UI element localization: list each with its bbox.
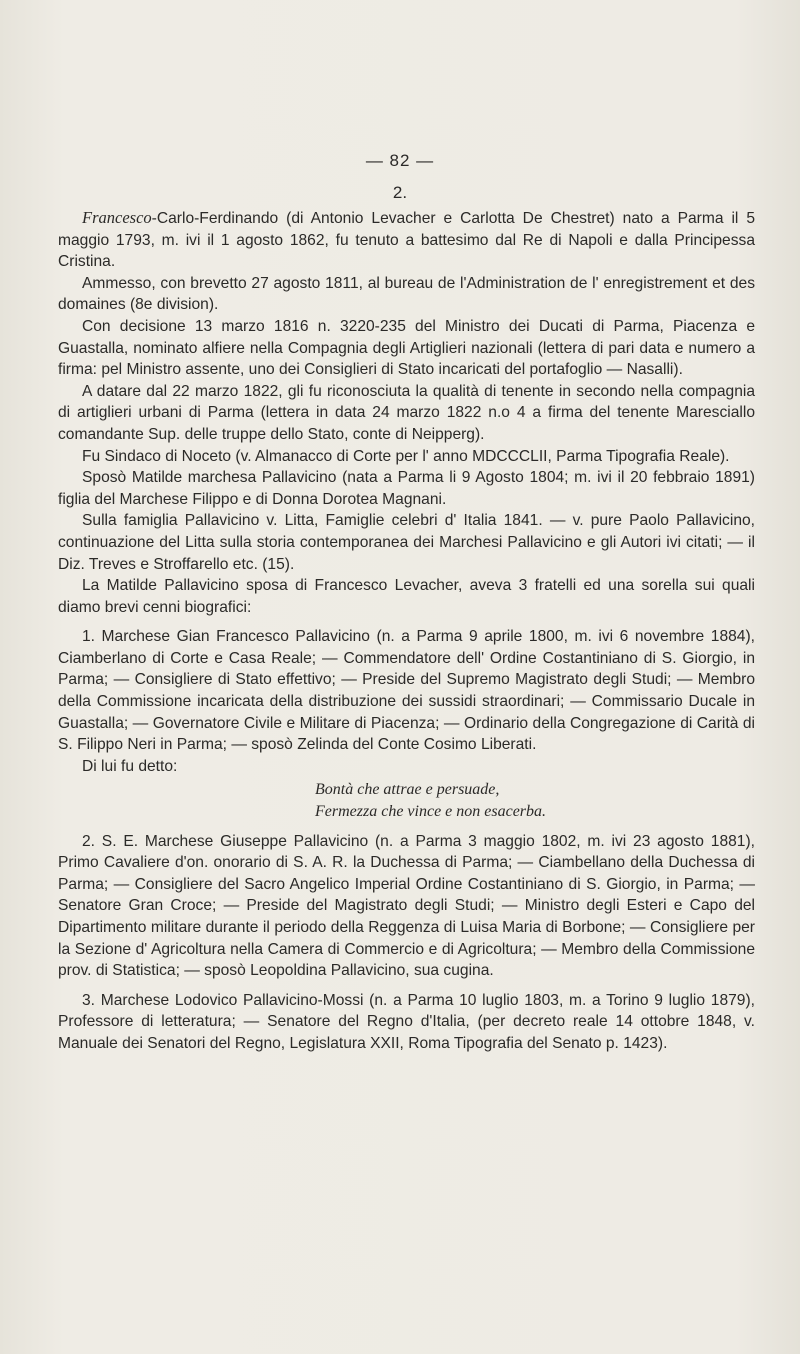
- verse-line: Fermezza che vince e non esacerba.: [315, 803, 547, 821]
- paragraph-decisione: Con decisione 13 marzo 1816 n. 3220-235 del Ministro dei Ducati di Parma, Piacenza e Guastalla, nominato alfiere nella Compagnia degli Artiglieri nazionali (lettera di pari data e numero a firma: pel Ministro assente, uno dei Consiglieri di Stato incaricati del portafoglio — Nasalli).: [58, 317, 755, 379]
- document-body: [58, 207, 755, 1055]
- paragraph-gian-francesco: 1. Marchese Gian Francesco Pallavicino (n. a Parma 9 aprile 1800, m. ivi 6 novembre 1884), Ciamberlano di Corte e Casa Reale; — Commendatore dell' Ordine Costantiniano di S. Giorgio, in Parma; — Consigliere di Stato effettivo; — Preside del Supremo Magistrato degli Studi; — Membro della Commissione incaricata della distribuzione dei sussidi straordinari; — Commissario Ducale in Guastalla; — Governatore Civile e Militare di Piacenza; — Ordinario della Congregazione di Carità di S. Filippo Neri in Parma; — sposò Zelinda del Conte Cosimo Liberati.: [58, 628, 755, 754]
- paragraph-text: -Carlo-Ferdinando (di Antonio Levacher e Carlotta De Chestret) nato a Parma il 5 maggio 1793, m. ivi il 1 agosto 1862, fu tenuto a battesimo dal Re di Napoli e dalla Principessa Cristina.: [58, 210, 755, 271]
- paragraph-sindaco: Fu Sindaco di Noceto (v. Almanacco di Corte per l' anno MDCCCLII, Parma Tipografia Reale).: [82, 447, 730, 465]
- verse-quote: [315, 779, 755, 822]
- verse-line: Bontà che attrae e persuade,: [315, 781, 500, 799]
- paragraph-giuseppe: 2. S. E. Marchese Giuseppe Pallavicino (n. a Parma 3 maggio 1802, m. ivi 23 agosto 1881), Primo Cavaliere d'on. onorario di S. A. R. la Duchessa di Parma; — Ciambellano della Duchessa di Parma; — Consigliere del Sacro Angelico Imperial Ordine Costantiniano di S. Giorgio, in Parma; — Senatore Gran Croce; — Preside del Magistrato degli Studi; — Ministro degli Esteri e Capo del Dipartimento militare durante il periodo della Reggenza di Luisa Maria di Borbone; — Consigliere per la Sezione d' Agricoltura nella Camera di Commercio e di Agricoltura; — Membro della Commissione prov. di Statistica; — sposò Leopoldina Pallavicino, sua cugina.: [58, 832, 755, 980]
- paragraph-di-lui: Di lui fu detto:: [82, 757, 178, 775]
- lead-name: Francesco: [82, 208, 152, 227]
- paragraph-matrimonio: Sposò Matilde marchesa Pallavicino (nata a Parma li 9 Agosto 1804; m. ivi il 20 febbraio 1891) figlia del Marchese Filippo e di Donna Dorotea Magnani.: [58, 469, 755, 508]
- paragraph-francesco: [58, 207, 755, 273]
- paragraph-lodovico: 3. Marchese Lodovico Pallavicino-Mossi (n. a Parma 10 luglio 1803, m. a Torino 9 luglio 1879), Professore di letteratura; — Senatore del Regno d'Italia, (per decreto reale 14 ottobre 1848, v. Manuale dei Senatori del Regno, Legislatura XXII, Roma Tipografia del Senato p. 1423).: [58, 991, 755, 1052]
- paragraph-famiglia: Sulla famiglia Pallavicino v. Litta, Famiglie celebri d' Italia 1841. — v. pure Paolo Pallavicino, continuazione del Litta sulla storia contemporanea dei Marchesi Pallavicino e gli Autori ivi citati; — il Diz. Treves e Stroffarello etc. (15).: [58, 512, 755, 573]
- paragraph-tenente: A datare dal 22 marzo 1822, gli fu riconosciuta la qualità di tenente in secondo nella compagnia di artiglieri urbani di Parma (lettera in data 24 marzo 1822 n.o 4 a firma del tenente Maresciallo comandante Sup. delle truppe dello Stato, conte di Neipperg).: [58, 382, 755, 443]
- page-number: — 82 —: [365, 151, 435, 170]
- paragraph-fratelli: La Matilde Pallavicino sposa di Francesco Levacher, aveva 3 fratelli ed una sorella sui quali diamo brevi cenni biografici:: [58, 577, 755, 616]
- paragraph-ammesso: Ammesso, con brevetto 27 agosto 1811, al bureau de l'Administration de l' enregistrement et des domaines (8e division).: [58, 274, 755, 314]
- section-number: 2.: [392, 183, 408, 202]
